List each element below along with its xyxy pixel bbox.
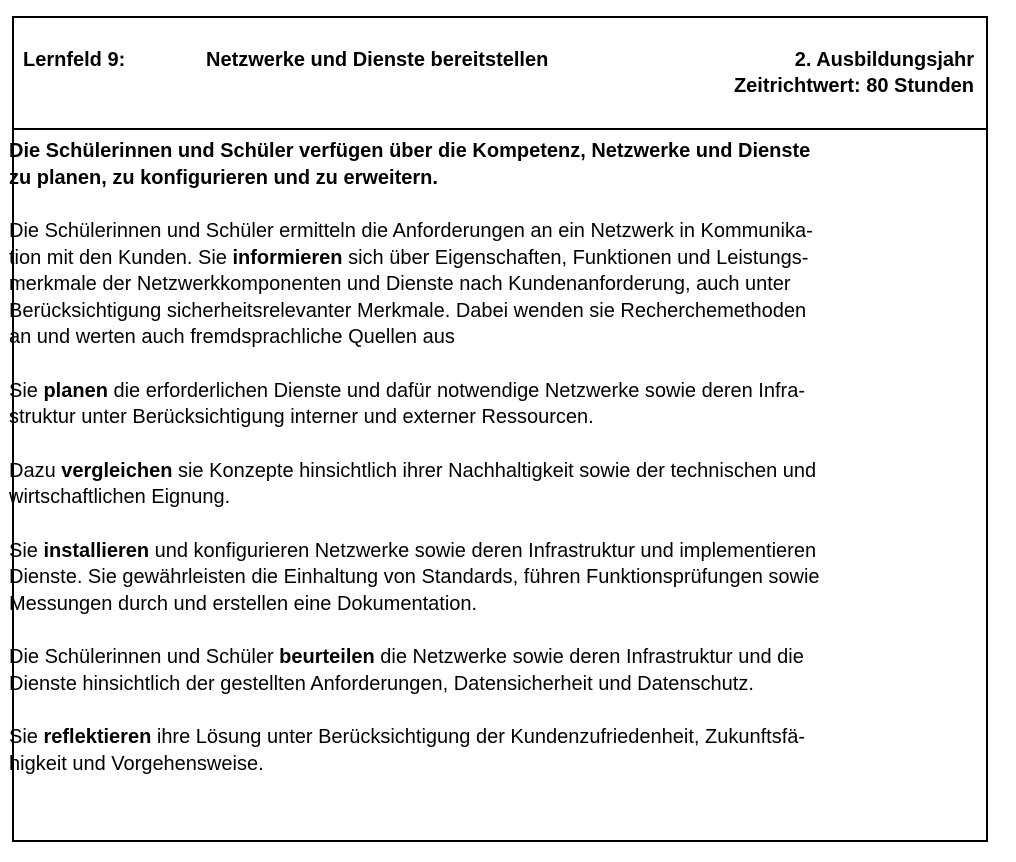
training-year: 2. Ausbildungsjahr: [794, 49, 974, 71]
lernfeld-title: Netzwerke und Dienste bereitstellen: [206, 49, 549, 71]
keyword-installieren: installieren: [43, 539, 150, 562]
paragraph-installieren: Sie installieren und konfigurieren Netzwerke sowie deren Infrastruktur und implementieren Dienste. Sie gewährleisten die Einhaltung von Standards, führen Funktionsprüfungen sowie Messungen durch und erstellen eine Dokumentation.: [9, 539, 820, 615]
keyword-planen: planen: [43, 379, 108, 402]
paragraph-vergleichen: Dazu vergleichen sie Konzepte hinsichtlich ihrer Nachhaltigkeit sowie der technischen und wirtschaftlichen Eignung.: [9, 459, 817, 508]
keyword-vergleichen: vergleichen: [61, 459, 173, 482]
keyword-informieren: informieren: [232, 246, 343, 269]
keyword-beurteilen: beurteilen: [279, 646, 375, 668]
document-body: [9, 138, 969, 777]
time-estimate: Zeitrichtwert: 80 Stunden: [733, 75, 974, 97]
competence-statement: Die Schülerinnen und Schüler verfügen über die Kompetenz, Netzwerke und Dienste zu planen, zu konfigurieren und zu erweitern.: [9, 140, 811, 189]
paragraph-reflektieren: Sie reflektieren ihre Lösung unter Berücksichtigung der Kundenzufriedenheit, Zukunftsfä- higkeit und Vorgehensweise.: [9, 726, 806, 775]
paragraph-beurteilen: Die Schülerinnen und Schüler beurteilen die Netzwerke sowie deren Infrastruktur und die Dienste hinsichtlich der gestellten Anforderungen, Datensicherheit und Datenschutz.: [9, 646, 804, 695]
keyword-reflektieren: reflektieren: [43, 726, 152, 748]
lernfeld-number: Lernfeld 9:: [23, 49, 126, 71]
header-meta: [734, 47, 974, 99]
paragraph-planen: Sie planen die erforderlichen Dienste und dafür notwendige Netzwerke sowie deren Infra- struktur unter Berücksichtigung interner und externer Ressourcen.: [9, 379, 805, 428]
document-header: [14, 18, 986, 130]
paragraph-informieren: Die Schülerinnen und Schüler ermitteln die Anforderungen an ein Netzwerk in Kommunika- tion mit den Kunden. Sie informieren sich über Eigenschaften, Funktionen und Leistungs- merkmale der Netzwerkkomponenten und Dienste nach Kundenanforderung, auch unter Berücksichtigung sicherheitsrelevanter Merkmale. Dabei wenden sie Recherchemethoden an und werten auch fremdsprachliche Quellen aus: [9, 220, 813, 348]
